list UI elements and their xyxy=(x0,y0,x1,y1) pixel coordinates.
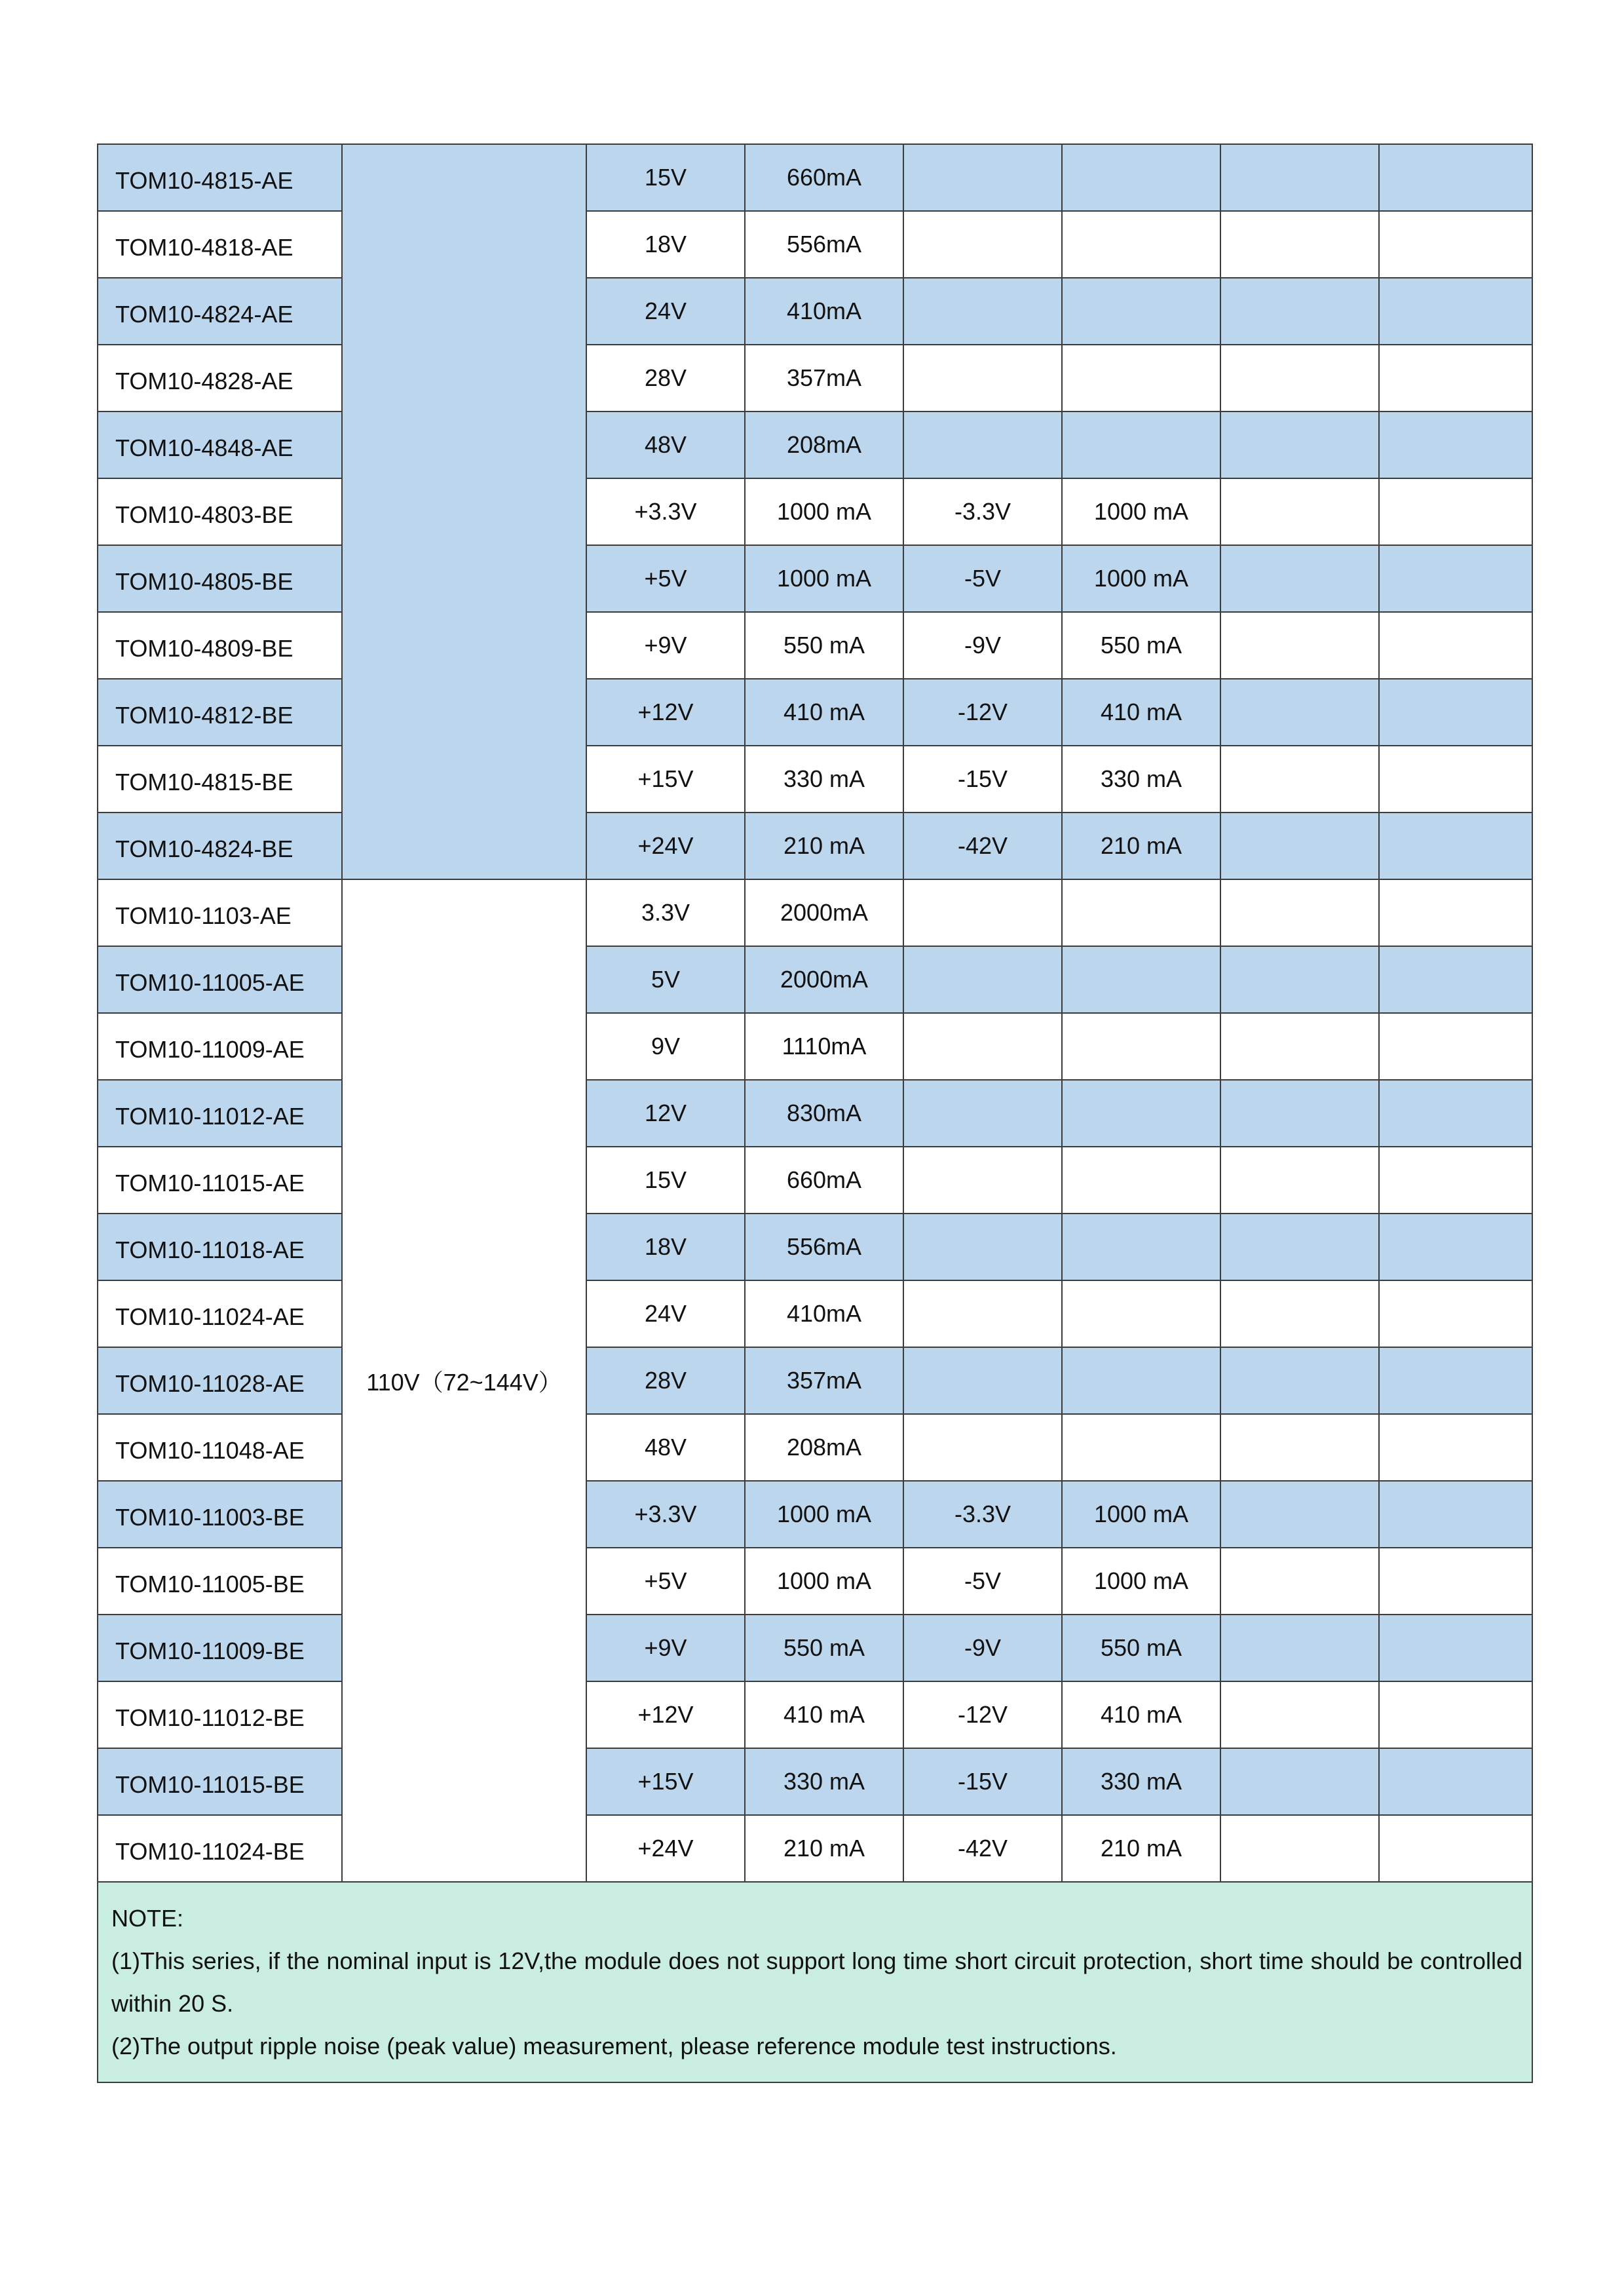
output-current-2-cell xyxy=(1062,1080,1220,1147)
extra-cell-8 xyxy=(1379,879,1532,946)
table-row xyxy=(98,1347,1532,1414)
extra-cell-8 xyxy=(1379,746,1532,813)
extra-cell-7 xyxy=(1220,1548,1379,1615)
extra-cell-8 xyxy=(1379,478,1532,545)
output-current-2-cell: 210 mA xyxy=(1062,1815,1220,1882)
output-current-1-cell: 1000 mA xyxy=(745,478,903,545)
output-current-2-cell xyxy=(1062,1214,1220,1280)
model-cell: TOM10-4818-AE xyxy=(98,211,342,278)
output-current-1-cell: 830mA xyxy=(745,1080,903,1147)
output-voltage-1-cell: +5V xyxy=(586,545,745,612)
model-cell: TOM10-4824-BE xyxy=(98,813,342,879)
output-current-2-cell xyxy=(1062,278,1220,345)
output-current-2-cell: 410 mA xyxy=(1062,1681,1220,1748)
extra-cell-7 xyxy=(1220,813,1379,879)
output-voltage-1-cell: 28V xyxy=(586,345,745,411)
output-voltage-1-cell: 28V xyxy=(586,1347,745,1414)
input-voltage-cell xyxy=(342,144,586,879)
extra-cell-7 xyxy=(1220,411,1379,478)
extra-cell-7 xyxy=(1220,1481,1379,1548)
output-voltage-1-cell: +12V xyxy=(586,1681,745,1748)
extra-cell-8 xyxy=(1379,1681,1532,1748)
note-line-2: (2)The output ripple noise (peak value) measurement, please reference module test instructions. xyxy=(111,2033,1117,2059)
output-current-1-cell: 208mA xyxy=(745,411,903,478)
output-voltage-1-cell: +24V xyxy=(586,813,745,879)
table-row xyxy=(98,278,1532,345)
table-row xyxy=(98,1280,1532,1347)
extra-cell-8 xyxy=(1379,813,1532,879)
output-current-1-cell: 357mA xyxy=(745,1347,903,1414)
extra-cell-7 xyxy=(1220,144,1379,211)
model-cell: TOM10-11024-AE xyxy=(98,1280,342,1347)
table-row xyxy=(98,211,1532,278)
extra-cell-8 xyxy=(1379,1414,1532,1481)
output-voltage-2-cell: -42V xyxy=(903,1815,1062,1882)
note-cell xyxy=(98,1882,1532,2082)
extra-cell-7 xyxy=(1220,1414,1379,1481)
output-voltage-1-cell: 5V xyxy=(586,946,745,1013)
output-voltage-1-cell: 18V xyxy=(586,1214,745,1280)
extra-cell-7 xyxy=(1220,1214,1379,1280)
output-current-2-cell: 1000 mA xyxy=(1062,1481,1220,1548)
output-voltage-1-cell: 48V xyxy=(586,411,745,478)
output-current-2-cell: 330 mA xyxy=(1062,1748,1220,1815)
output-voltage-1-cell: +3.3V xyxy=(586,1481,745,1548)
extra-cell-8 xyxy=(1379,1615,1532,1681)
model-cell: TOM10-11048-AE xyxy=(98,1414,342,1481)
output-current-2-cell xyxy=(1062,144,1220,211)
output-voltage-2-cell xyxy=(903,1013,1062,1080)
model-cell: TOM10-11005-AE xyxy=(98,946,342,1013)
output-voltage-2-cell xyxy=(903,1280,1062,1347)
output-voltage-1-cell: +5V xyxy=(586,1548,745,1615)
output-current-2-cell: 550 mA xyxy=(1062,612,1220,679)
output-current-2-cell: 550 mA xyxy=(1062,1615,1220,1681)
output-voltage-2-cell: -3.3V xyxy=(903,1481,1062,1548)
model-cell: TOM10-11012-BE xyxy=(98,1681,342,1748)
output-current-2-cell xyxy=(1062,411,1220,478)
output-current-1-cell: 2000mA xyxy=(745,879,903,946)
output-voltage-2-cell xyxy=(903,211,1062,278)
output-voltage-1-cell: 48V xyxy=(586,1414,745,1481)
extra-cell-8 xyxy=(1379,946,1532,1013)
table-row xyxy=(98,1748,1532,1815)
extra-cell-7 xyxy=(1220,211,1379,278)
output-current-1-cell: 357mA xyxy=(745,345,903,411)
output-voltage-1-cell: 12V xyxy=(586,1080,745,1147)
output-voltage-2-cell: -9V xyxy=(903,1615,1062,1681)
model-cell: TOM10-4815-BE xyxy=(98,746,342,813)
output-current-2-cell xyxy=(1062,1414,1220,1481)
note-title: NOTE: xyxy=(111,1905,184,1932)
output-current-1-cell: 556mA xyxy=(745,211,903,278)
extra-cell-7 xyxy=(1220,612,1379,679)
output-voltage-2-cell xyxy=(903,1214,1062,1280)
extra-cell-7 xyxy=(1220,1013,1379,1080)
output-current-1-cell: 330 mA xyxy=(745,746,903,813)
model-cell: TOM10-11003-BE xyxy=(98,1481,342,1548)
extra-cell-7 xyxy=(1220,345,1379,411)
extra-cell-8 xyxy=(1379,545,1532,612)
output-voltage-1-cell: 18V xyxy=(586,211,745,278)
output-current-1-cell: 550 mA xyxy=(745,1615,903,1681)
output-current-1-cell: 556mA xyxy=(745,1214,903,1280)
input-voltage-cell: 110V（72~144V） xyxy=(342,879,586,1882)
table-row xyxy=(98,679,1532,746)
table-row xyxy=(98,1214,1532,1280)
output-current-2-cell: 410 mA xyxy=(1062,679,1220,746)
model-cell: TOM10-11018-AE xyxy=(98,1214,342,1280)
spec-table-body xyxy=(98,144,1532,2082)
output-voltage-2-cell xyxy=(903,411,1062,478)
output-current-1-cell: 330 mA xyxy=(745,1748,903,1815)
extra-cell-7 xyxy=(1220,1615,1379,1681)
table-row xyxy=(98,1615,1532,1681)
output-voltage-2-cell: -3.3V xyxy=(903,478,1062,545)
output-current-2-cell xyxy=(1062,1013,1220,1080)
output-voltage-2-cell xyxy=(903,1147,1062,1214)
model-cell: TOM10-11015-BE xyxy=(98,1748,342,1815)
extra-cell-8 xyxy=(1379,1013,1532,1080)
output-voltage-1-cell: +9V xyxy=(586,1615,745,1681)
output-voltage-1-cell: +9V xyxy=(586,612,745,679)
output-current-1-cell: 210 mA xyxy=(745,813,903,879)
output-voltage-1-cell: 24V xyxy=(586,278,745,345)
table-row xyxy=(98,946,1532,1013)
extra-cell-8 xyxy=(1379,1080,1532,1147)
output-voltage-2-cell: -5V xyxy=(903,1548,1062,1615)
spec-table xyxy=(97,144,1533,2083)
output-voltage-1-cell: +24V xyxy=(586,1815,745,1882)
output-current-1-cell: 1110mA xyxy=(745,1013,903,1080)
output-current-1-cell: 208mA xyxy=(745,1414,903,1481)
extra-cell-8 xyxy=(1379,411,1532,478)
output-current-2-cell: 210 mA xyxy=(1062,813,1220,879)
output-voltage-2-cell xyxy=(903,1414,1062,1481)
extra-cell-7 xyxy=(1220,1280,1379,1347)
output-current-2-cell xyxy=(1062,879,1220,946)
note-row xyxy=(98,1882,1532,2082)
model-cell: TOM10-4828-AE xyxy=(98,345,342,411)
model-cell: TOM10-1103-AE xyxy=(98,879,342,946)
extra-cell-7 xyxy=(1220,478,1379,545)
output-current-2-cell xyxy=(1062,946,1220,1013)
output-current-1-cell: 1000 mA xyxy=(745,1481,903,1548)
extra-cell-8 xyxy=(1379,1214,1532,1280)
output-current-2-cell: 330 mA xyxy=(1062,746,1220,813)
table-row xyxy=(98,879,1532,946)
output-current-1-cell: 210 mA xyxy=(745,1815,903,1882)
output-current-1-cell: 2000mA xyxy=(745,946,903,1013)
output-current-2-cell: 1000 mA xyxy=(1062,545,1220,612)
output-voltage-2-cell xyxy=(903,345,1062,411)
table-row xyxy=(98,1147,1532,1214)
output-voltage-2-cell: -15V xyxy=(903,746,1062,813)
output-current-2-cell xyxy=(1062,1147,1220,1214)
output-voltage-2-cell xyxy=(903,144,1062,211)
output-current-1-cell: 660mA xyxy=(745,144,903,211)
model-cell: TOM10-11005-BE xyxy=(98,1548,342,1615)
model-cell: TOM10-4824-AE xyxy=(98,278,342,345)
table-row xyxy=(98,411,1532,478)
extra-cell-8 xyxy=(1379,612,1532,679)
extra-cell-7 xyxy=(1220,1347,1379,1414)
extra-cell-8 xyxy=(1379,211,1532,278)
model-cell: TOM10-4812-BE xyxy=(98,679,342,746)
output-current-1-cell: 410 mA xyxy=(745,679,903,746)
output-voltage-2-cell: -42V xyxy=(903,813,1062,879)
extra-cell-8 xyxy=(1379,1147,1532,1214)
output-voltage-2-cell xyxy=(903,879,1062,946)
model-cell: TOM10-4803-BE xyxy=(98,478,342,545)
extra-cell-8 xyxy=(1379,1481,1532,1548)
model-cell: TOM10-11009-BE xyxy=(98,1615,342,1681)
output-voltage-1-cell: +3.3V xyxy=(586,478,745,545)
output-current-2-cell xyxy=(1062,211,1220,278)
extra-cell-7 xyxy=(1220,946,1379,1013)
extra-cell-8 xyxy=(1379,679,1532,746)
model-cell: TOM10-11024-BE xyxy=(98,1815,342,1882)
output-voltage-2-cell xyxy=(903,278,1062,345)
extra-cell-8 xyxy=(1379,1548,1532,1615)
output-voltage-2-cell: -12V xyxy=(903,679,1062,746)
model-cell: TOM10-4815-AE xyxy=(98,144,342,211)
output-voltage-1-cell: 9V xyxy=(586,1013,745,1080)
output-voltage-2-cell: -12V xyxy=(903,1681,1062,1748)
extra-cell-8 xyxy=(1379,1347,1532,1414)
output-current-2-cell xyxy=(1062,1347,1220,1414)
extra-cell-7 xyxy=(1220,1080,1379,1147)
extra-cell-7 xyxy=(1220,545,1379,612)
output-current-2-cell: 1000 mA xyxy=(1062,478,1220,545)
output-current-1-cell: 1000 mA xyxy=(745,1548,903,1615)
output-current-2-cell xyxy=(1062,1280,1220,1347)
extra-cell-7 xyxy=(1220,679,1379,746)
output-voltage-2-cell xyxy=(903,1347,1062,1414)
table-row xyxy=(98,813,1532,879)
model-cell: TOM10-11012-AE xyxy=(98,1080,342,1147)
output-voltage-1-cell: +15V xyxy=(586,1748,745,1815)
model-cell: TOM10-4848-AE xyxy=(98,411,342,478)
output-current-1-cell: 410mA xyxy=(745,278,903,345)
output-voltage-2-cell: -9V xyxy=(903,612,1062,679)
output-voltage-1-cell: 15V xyxy=(586,1147,745,1214)
table-row xyxy=(98,144,1532,211)
extra-cell-8 xyxy=(1379,1280,1532,1347)
model-cell: TOM10-11009-AE xyxy=(98,1013,342,1080)
table-row xyxy=(98,545,1532,612)
output-current-1-cell: 410 mA xyxy=(745,1681,903,1748)
extra-cell-8 xyxy=(1379,345,1532,411)
table-row xyxy=(98,612,1532,679)
output-current-1-cell: 660mA xyxy=(745,1147,903,1214)
extra-cell-7 xyxy=(1220,278,1379,345)
extra-cell-8 xyxy=(1379,144,1532,211)
output-voltage-2-cell xyxy=(903,1080,1062,1147)
table-row xyxy=(98,1013,1532,1080)
note-line-1: (1)This series, if the nominal input is 12V,the module does not support long time short circuit protection, short time should be controlled within 20 S. xyxy=(111,1947,1522,2017)
output-voltage-1-cell: +12V xyxy=(586,679,745,746)
extra-cell-7 xyxy=(1220,1748,1379,1815)
output-current-2-cell: 1000 mA xyxy=(1062,1548,1220,1615)
output-current-1-cell: 410mA xyxy=(745,1280,903,1347)
extra-cell-8 xyxy=(1379,278,1532,345)
output-voltage-2-cell: -5V xyxy=(903,545,1062,612)
table-row xyxy=(98,345,1532,411)
extra-cell-8 xyxy=(1379,1815,1532,1882)
output-voltage-1-cell: 15V xyxy=(586,144,745,211)
extra-cell-8 xyxy=(1379,1748,1532,1815)
extra-cell-7 xyxy=(1220,1815,1379,1882)
table-row xyxy=(98,1815,1532,1882)
model-cell: TOM10-11015-AE xyxy=(98,1147,342,1214)
extra-cell-7 xyxy=(1220,879,1379,946)
model-cell: TOM10-4809-BE xyxy=(98,612,342,679)
output-voltage-2-cell: -15V xyxy=(903,1748,1062,1815)
table-row xyxy=(98,1548,1532,1615)
table-row xyxy=(98,478,1532,545)
table-row xyxy=(98,1481,1532,1548)
extra-cell-7 xyxy=(1220,746,1379,813)
extra-cell-7 xyxy=(1220,1147,1379,1214)
table-row xyxy=(98,1414,1532,1481)
extra-cell-7 xyxy=(1220,1681,1379,1748)
table-row xyxy=(98,1681,1532,1748)
output-voltage-1-cell: 24V xyxy=(586,1280,745,1347)
model-cell: TOM10-11028-AE xyxy=(98,1347,342,1414)
output-current-1-cell: 1000 mA xyxy=(745,545,903,612)
model-cell: TOM10-4805-BE xyxy=(98,545,342,612)
output-voltage-1-cell: 3.3V xyxy=(586,879,745,946)
output-voltage-2-cell xyxy=(903,946,1062,1013)
table-row xyxy=(98,746,1532,813)
output-current-2-cell xyxy=(1062,345,1220,411)
output-current-1-cell: 550 mA xyxy=(745,612,903,679)
table-row xyxy=(98,1080,1532,1147)
output-voltage-1-cell: +15V xyxy=(586,746,745,813)
